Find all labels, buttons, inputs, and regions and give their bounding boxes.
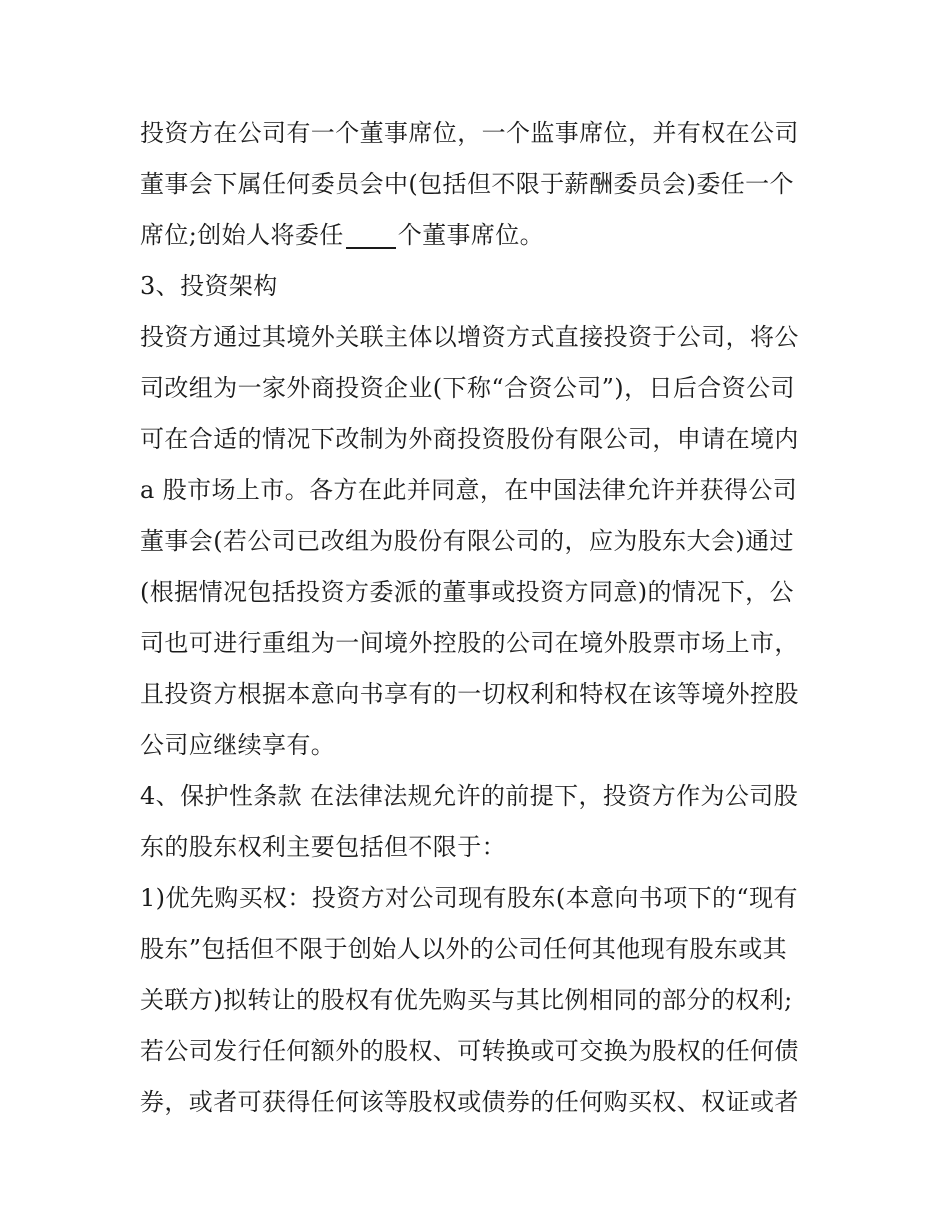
text-line: 司改组为一家外商投资企业(下称“合资公司”)，日后合资公司 xyxy=(140,374,795,402)
text-line: 股东”包括但不限于创始人以外的公司任何其他现有股东或其 xyxy=(140,935,788,963)
text-line: 券，或者可获得任何该等股权或债券的任何购买权、权证或者 xyxy=(140,1088,799,1116)
document-body xyxy=(140,108,812,1128)
text-line: 公司应继续享有。 xyxy=(140,731,336,759)
text-line: 投资方通过其境外关联主体以增资方式直接投资于公司，将公 xyxy=(140,323,799,351)
text-line: 司也可进行重组为一间境外控股的公司在境外股票市场上市， xyxy=(140,629,799,657)
text-line: 东的股东权利主要包括但不限于： xyxy=(140,833,506,861)
text-line: (根据情况包括投资方委派的董事或投资方同意)的情况下，公 xyxy=(140,578,794,606)
text-segment: 席位;创始人将委任 xyxy=(140,221,344,249)
text-line-with-blank xyxy=(140,210,812,261)
text-line: 1)优先购买权：投资方对公司现有股东(本意向书项下的“现有 xyxy=(140,884,798,912)
text-segment: 个董事席位。 xyxy=(397,221,545,249)
text-line: 投资方在公司有一个董事席位，一个监事席位，并有权在公司 xyxy=(140,119,799,147)
text-line: 董事会(若公司已改组为股份有限公司的，应为股东大会)通过 xyxy=(140,527,794,555)
text-line: 若公司发行任何额外的股权、可转换或可交换为股权的任何债 xyxy=(140,1037,799,1065)
text-line: 且投资方根据本意向书享有的一切权利和特权在该等境外控股 xyxy=(140,680,799,708)
fill-in-blank xyxy=(346,223,396,249)
section-heading: 3、投资架构 xyxy=(140,272,278,300)
section-heading: 4、保护性条款 在法律法规允许的前提下，投资方作为公司股 xyxy=(140,782,799,810)
text-line: 关联方)拟转让的股权有优先购买与其比例相同的部分的权利; xyxy=(140,986,793,1014)
text-line: 可在合适的情况下改制为外商投资股份有限公司，申请在境内 xyxy=(140,425,799,453)
text-line: a 股市场上市。各方在此并同意，在中国法律允许并获得公司 xyxy=(140,476,798,504)
text-line: 董事会下属任何委员会中(包括但不限于薪酬委员会)委任一个 xyxy=(140,170,794,198)
